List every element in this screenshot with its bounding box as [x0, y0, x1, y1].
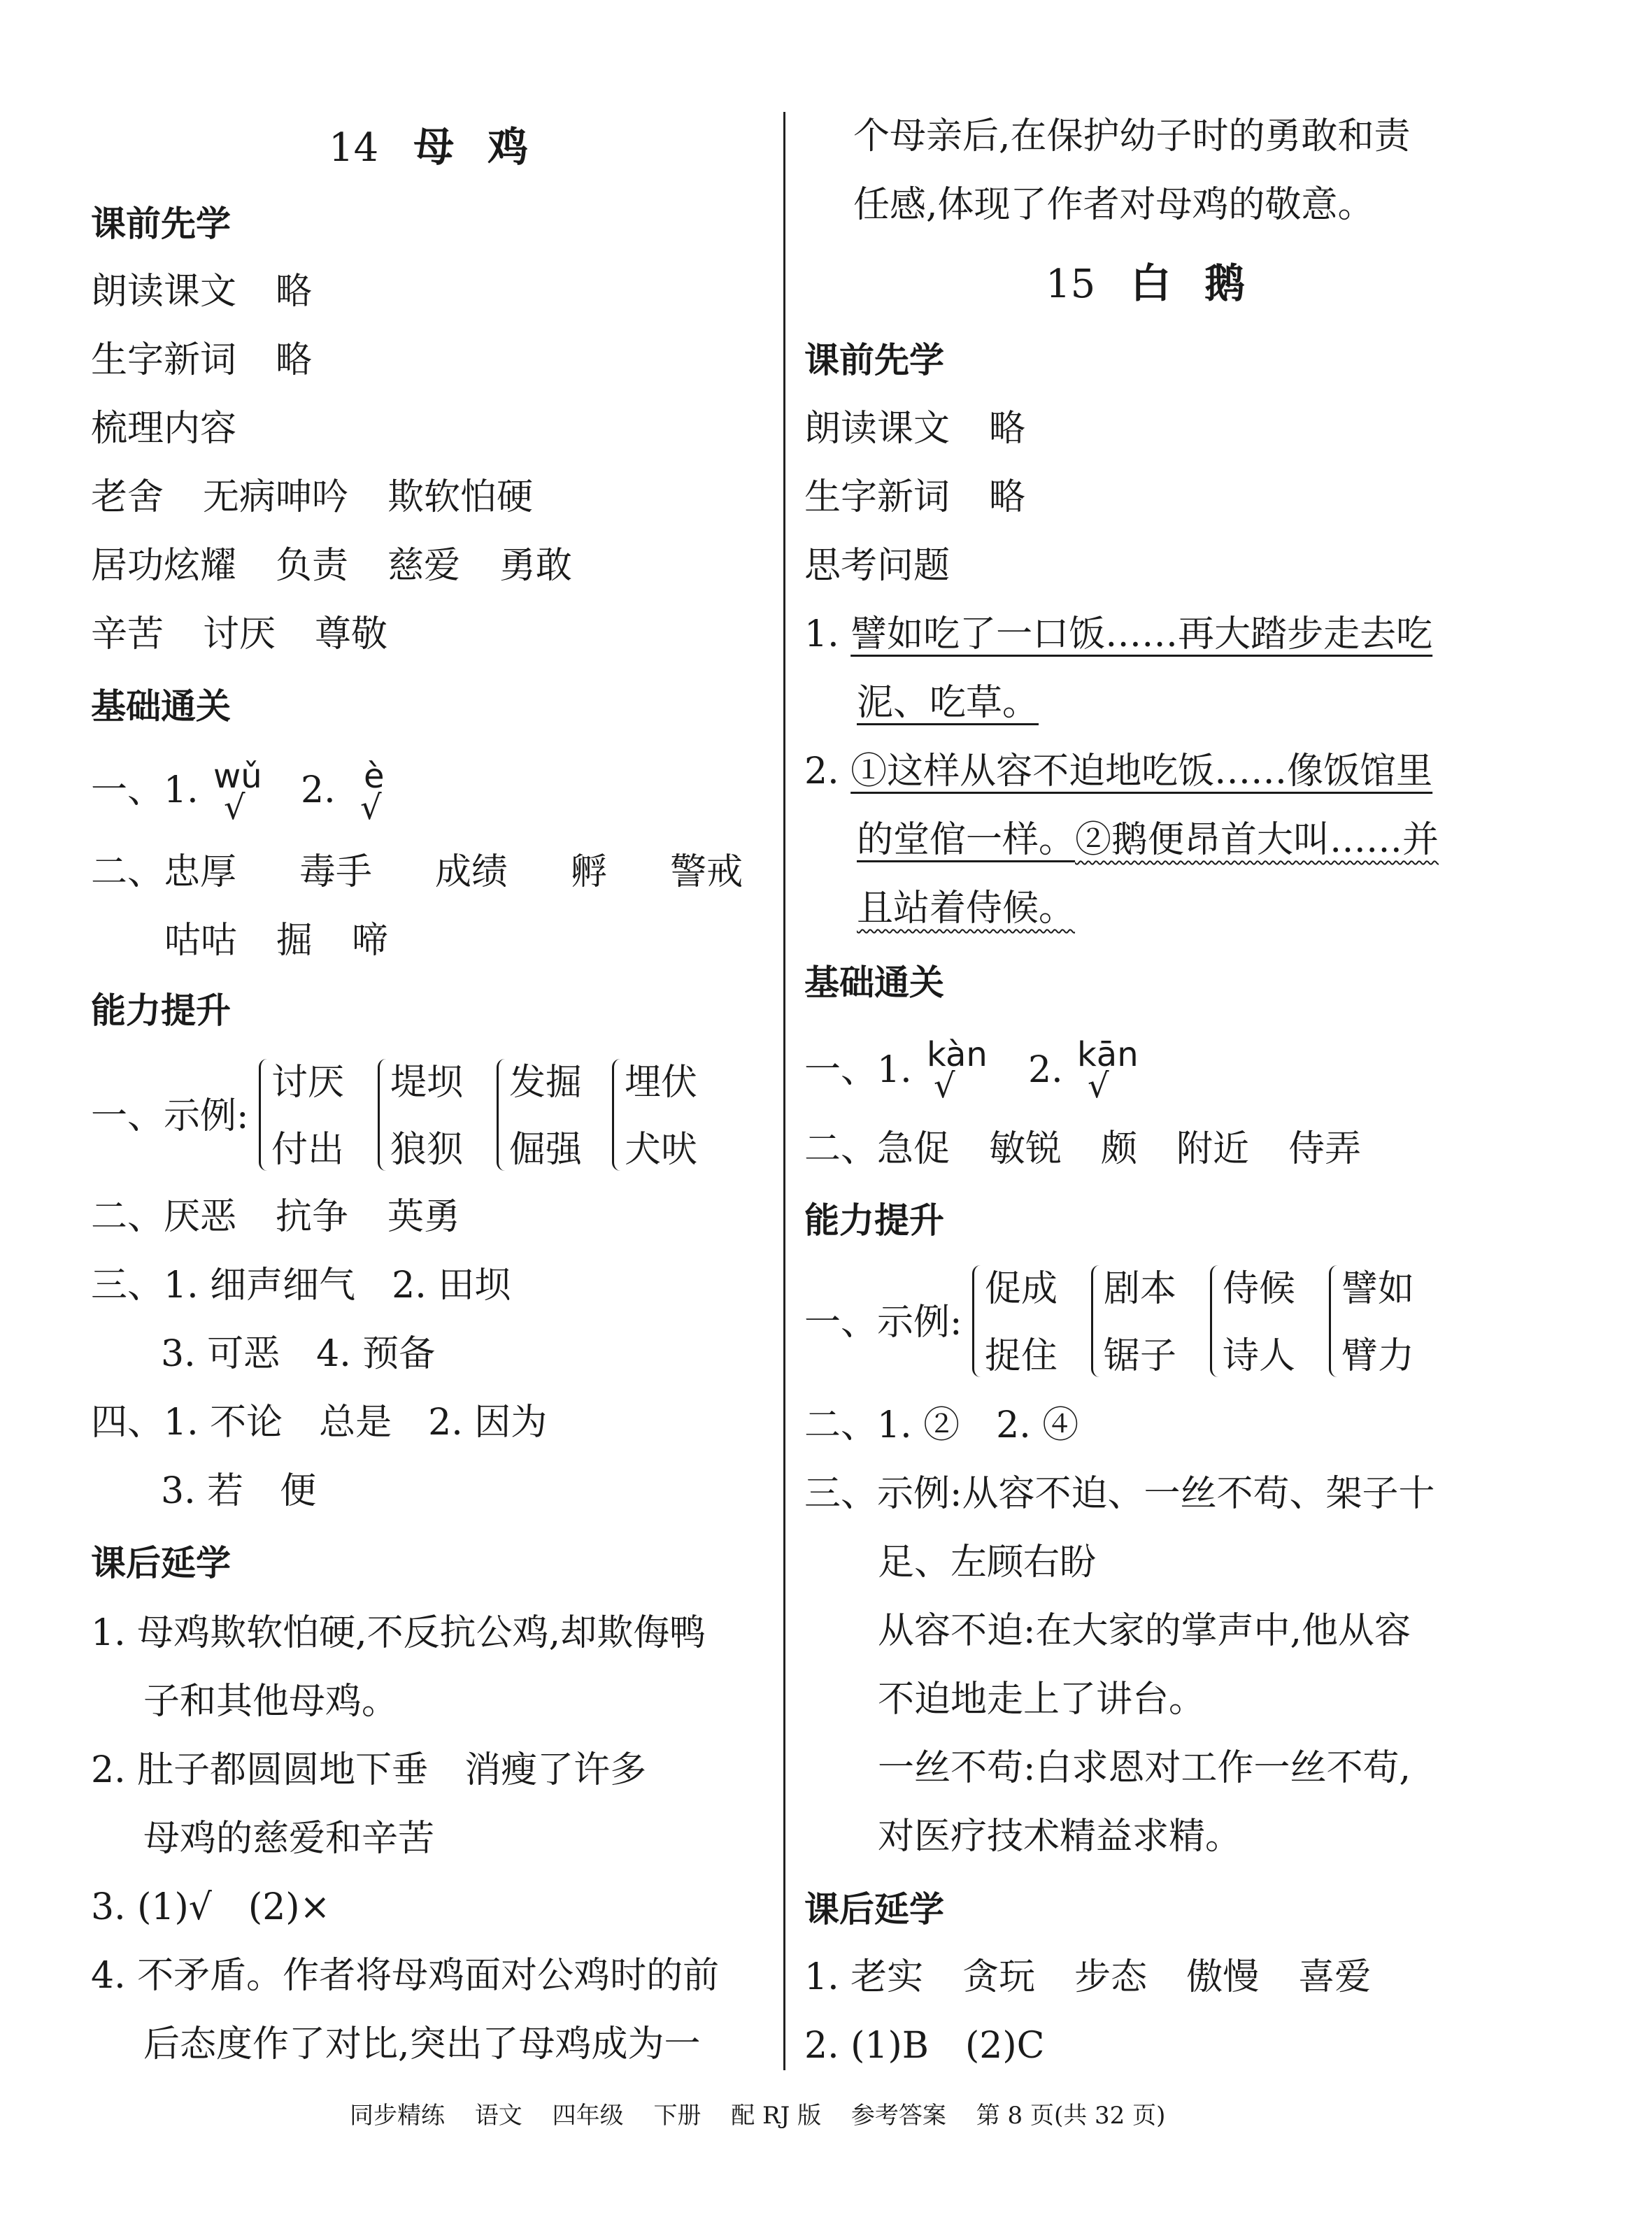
- section-heading: 能力提升: [91, 990, 231, 1031]
- text-line: 二、1. ② 2. ④: [804, 1404, 1079, 1446]
- text-line: 咕咕 掘 啼: [164, 920, 389, 962]
- section-heading: 基础通关: [804, 962, 944, 1003]
- text-line: 三、示例:从容不迫、一丝不苟、架子十: [804, 1473, 1435, 1515]
- footer-page-number: 第 8 页(共 32 页): [976, 2102, 1166, 2130]
- section-heading: 课前先学: [91, 204, 231, 244]
- footer-volume: 下册: [653, 2102, 702, 2130]
- text-line: 泥、吃草。: [857, 682, 1039, 724]
- text-line: 个母亲后,在保护幼子时的勇敢和责: [853, 115, 1411, 157]
- text-line: 2. ①这样从容不迫地吃饭……像饭馆里: [804, 750, 1433, 792]
- check-mark-icon: √: [224, 788, 245, 827]
- text-line: 生字新词 略: [91, 339, 313, 381]
- text-line: 2. 肚子都圆圆地下垂 消瘦了许多: [91, 1749, 647, 1791]
- pinyin-answer-prefix: 一、1.: [91, 769, 199, 811]
- text-line: 任感,体现了作者对母鸡的敬意。: [853, 184, 1374, 226]
- text-line: 二、忠厚 毒手 成绩 孵 警戒: [91, 851, 743, 893]
- text-line: 四、1. 不论 总是 2. 因为: [91, 1402, 548, 1444]
- text-line: 一丝不苟:白求恩对工作一丝不苟,: [878, 1747, 1411, 1789]
- page-footer: [350, 2098, 1188, 2133]
- text-line: 母鸡的慈爱和辛苦: [143, 1818, 435, 1860]
- text-line: 生字新词 略: [804, 476, 1026, 518]
- lesson-title-15: 15 白鹅: [1046, 259, 1279, 307]
- pinyin-answer: kàn: [927, 1035, 988, 1074]
- text-line: 的堂倌一样。②鹅便昂首大叫……并: [857, 819, 1439, 861]
- footer-edition: 配 RJ 版: [731, 2102, 822, 2130]
- right-column: [790, 0, 1652, 2236]
- text-line: 朗读课文 略: [804, 408, 1026, 450]
- text-line: 朗读课文 略: [91, 271, 313, 313]
- text-line: 2. (1)B (2)C: [804, 2025, 1045, 2067]
- text-line: 老舍 无病呻吟 欺软怕硬: [91, 476, 534, 518]
- text-line: 二、急促 敏锐 颇 附近 侍弄: [804, 1128, 1362, 1170]
- text-line: 子和其他母鸡。: [143, 1681, 399, 1723]
- pinyin-answer: è: [364, 757, 385, 796]
- pinyin-answer-prefix: 2.: [1028, 1049, 1063, 1091]
- check-mark-icon: √: [360, 788, 382, 827]
- word-pair-group: 一、示例: 促成 捉住 剧本 锯子 侍候 诗人 譬如 臂力: [804, 1255, 1504, 1395]
- text-line: 3. (1)√ (2)×: [91, 1886, 331, 1928]
- text-line: 1. 老实 贪玩 步态 傲慢 喜爱: [804, 1956, 1372, 1998]
- footer-kind: 参考答案: [850, 2102, 946, 2130]
- word-pair-group: 一、示例: 讨厌 付出 堤坝 狼狈 发掘 倔强 埋伏 犬吠: [91, 1049, 720, 1189]
- check-mark-icon: √: [934, 1067, 955, 1106]
- section-heading: 课后延学: [91, 1543, 231, 1583]
- lesson-title-14: 14 母鸡: [329, 123, 562, 171]
- text-line: 1. 母鸡欺软怕硬,不反抗公鸡,却欺侮鸭: [91, 1612, 706, 1654]
- text-line: 三、1. 细声细气 2. 田坝: [91, 1265, 511, 1306]
- section-heading: 课前先学: [804, 340, 944, 380]
- footer-grade: 四年级: [552, 2102, 624, 2130]
- text-line: 足、左顾右盼: [878, 1541, 1097, 1583]
- text-line: 且站着侍候。: [857, 888, 1076, 930]
- section-heading: 课后延学: [804, 1889, 944, 1930]
- text-line: 1. 譬如吃了一口饭……再大踏步走去吃: [804, 613, 1433, 655]
- pinyin-answer-prefix: 一、1.: [804, 1049, 912, 1091]
- text-line: 后态度作了对比,突出了母鸡成为一: [143, 2023, 701, 2065]
- check-mark-icon: √: [1088, 1067, 1109, 1106]
- text-line: 不迫地走上了讲台。: [878, 1679, 1206, 1721]
- text-line: 3. 可恶 4. 预备: [161, 1333, 436, 1375]
- pinyin-answer: wǔ: [213, 757, 262, 796]
- section-heading: 能力提升: [804, 1200, 944, 1241]
- left-column: [0, 0, 780, 2236]
- text-line: 思考问题: [804, 545, 950, 587]
- text-line: 辛苦 讨厌 尊敬: [91, 613, 388, 655]
- pinyin-answer-prefix: 2.: [301, 769, 336, 811]
- footer-book: 同步精练: [350, 2102, 445, 2130]
- footer-subject: 语文: [474, 2102, 522, 2130]
- text-line: 梳理内容: [91, 408, 237, 450]
- text-line: 4. 不矛盾。作者将母鸡面对公鸡时的前: [91, 1955, 720, 1997]
- text-line: 3. 若 便: [161, 1470, 317, 1512]
- text-line: 居功炫耀 负责 慈爱 勇敢: [91, 545, 573, 587]
- column-divider: [783, 112, 785, 2070]
- text-line: 对医疗技术精益求精。: [878, 1816, 1242, 1858]
- section-heading: 基础通关: [91, 686, 231, 727]
- text-line: 从容不迫:在大家的掌声中,他从容: [878, 1610, 1411, 1652]
- text-line: 二、厌恶 抗争 英勇: [91, 1196, 461, 1238]
- pinyin-answer: kān: [1077, 1035, 1139, 1074]
